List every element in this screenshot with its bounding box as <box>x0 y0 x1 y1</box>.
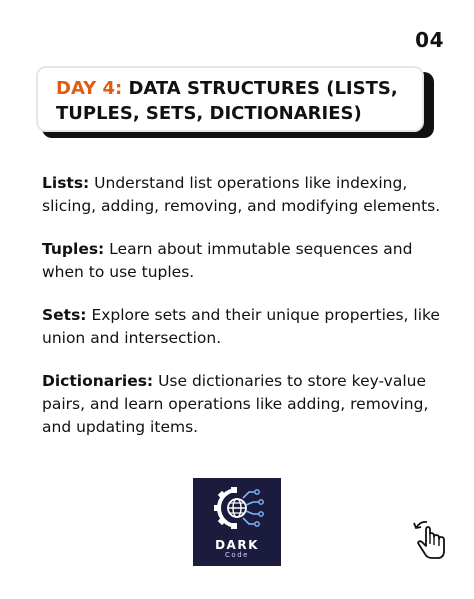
topic-label: Dictionaries: <box>42 372 154 390</box>
topic-list <box>42 172 442 459</box>
title-topic-part-1: DATA STRUCTURES (LISTS, <box>122 78 398 99</box>
topic-text: Explore sets and their unique properties, like union and intersection. <box>42 306 440 347</box>
topic-text: Use dictionaries to store key-value pairs, and learn operations like adding, removing, and updating items. <box>42 372 429 436</box>
topic-item-tuples <box>42 238 442 284</box>
topic-label: Tuples: <box>42 240 105 258</box>
title-day-label: DAY 4: <box>56 78 123 99</box>
topic-text: Understand list operations like indexing, slicing, adding, removing, and modifying elements. <box>42 174 441 215</box>
topic-text: Learn about immutable sequences and when to use tuples. <box>42 240 413 281</box>
swipe-hand-icon[interactable] <box>412 518 448 560</box>
topic-label: Lists: <box>42 174 90 192</box>
topic-item-dictionaries <box>42 370 442 439</box>
topic-item-lists <box>42 172 442 218</box>
title-card <box>36 66 424 132</box>
logo-text-dark: DARK <box>215 538 259 552</box>
logo-text-code: Code <box>225 551 249 559</box>
topic-label: Sets: <box>42 306 87 324</box>
title-line-1 <box>56 76 404 101</box>
title-line-2: TUPLES, SETS, DICTIONARIES) <box>56 103 362 124</box>
dark-code-logo <box>193 478 281 566</box>
page-number: 04 <box>415 28 444 52</box>
gear-globe-circuit-icon <box>193 478 281 538</box>
topic-item-sets <box>42 304 442 350</box>
